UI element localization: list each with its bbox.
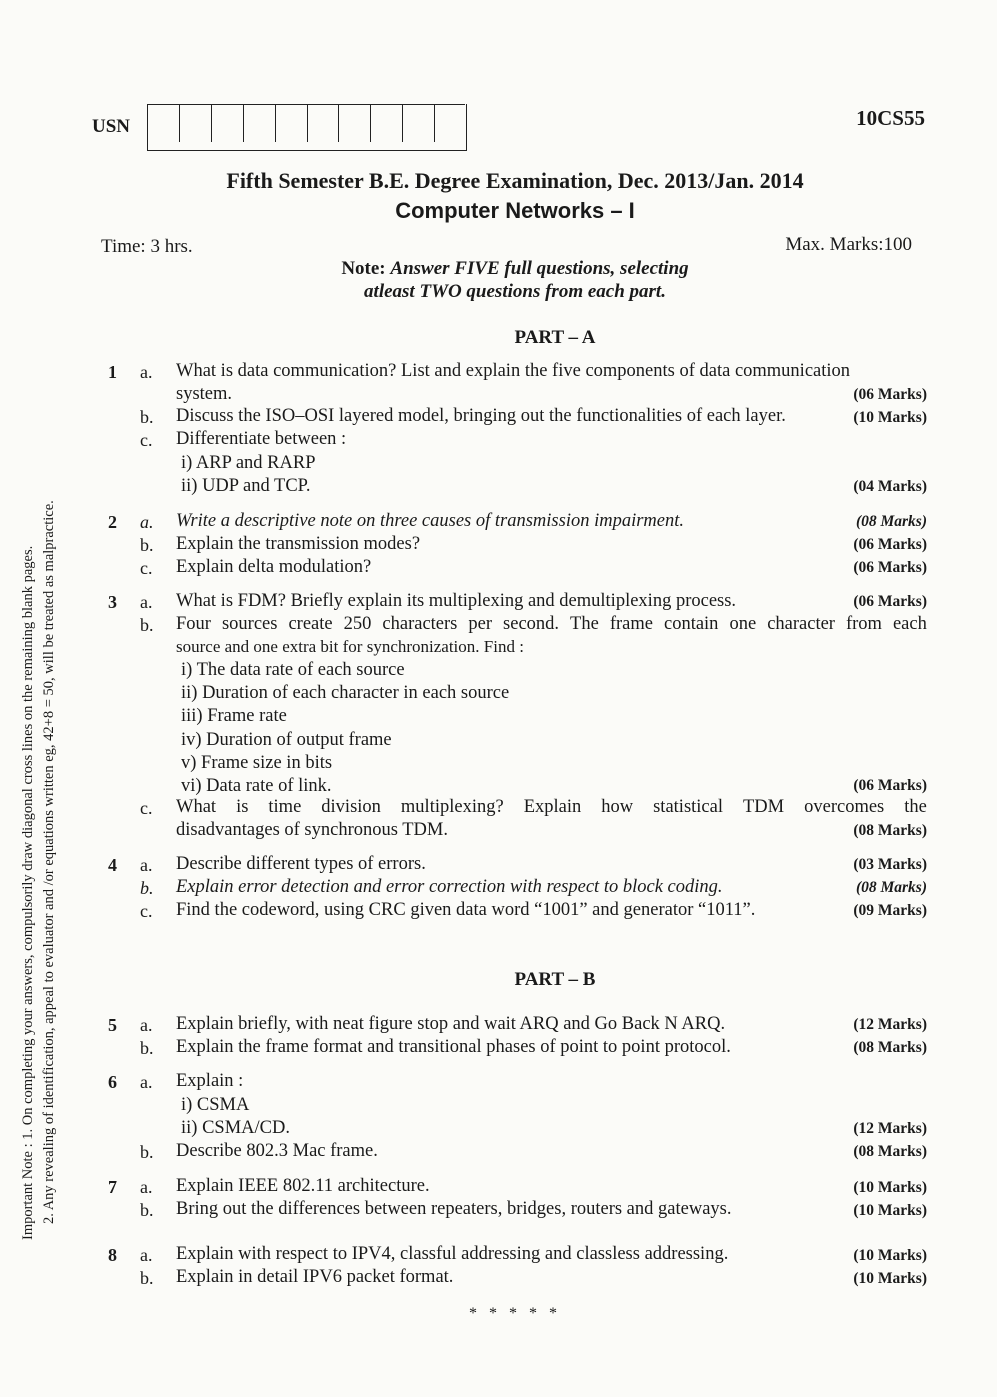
word: create bbox=[288, 614, 333, 634]
word: contain bbox=[663, 614, 719, 634]
part-a-heading: PART – A bbox=[514, 327, 596, 348]
sub-label: a. bbox=[140, 1245, 153, 1265]
question-number: 7 bbox=[108, 1177, 117, 1197]
marks: (12 Marks) bbox=[853, 1120, 927, 1137]
word: 250 bbox=[343, 614, 372, 634]
usn-cell bbox=[180, 104, 212, 142]
word: per bbox=[468, 614, 493, 634]
sub-label: b. bbox=[140, 407, 154, 427]
note-label: Note: bbox=[341, 258, 386, 279]
question-text: Differentiate between : bbox=[176, 429, 347, 449]
usn-label: USN bbox=[92, 116, 131, 137]
marks: (08 Marks) bbox=[853, 822, 927, 839]
marks: (06 Marks) bbox=[853, 559, 927, 576]
marks: (03 Marks) bbox=[853, 856, 927, 873]
list-item: ii) UDP and TCP. bbox=[181, 476, 311, 496]
word: one bbox=[729, 614, 757, 634]
question-number: 5 bbox=[108, 1015, 117, 1035]
word: What bbox=[176, 797, 217, 817]
marks: (10 Marks) bbox=[853, 1202, 927, 1219]
list-item: iv) Duration of output frame bbox=[181, 730, 392, 750]
question-text: Describe 802.3 Mac frame. bbox=[176, 1141, 378, 1161]
marks: (04 Marks) bbox=[853, 478, 927, 495]
sub-label: b. bbox=[140, 1200, 154, 1220]
marks: (09 Marks) bbox=[853, 902, 927, 919]
question-number: 1 bbox=[108, 362, 117, 382]
sub-label: a. bbox=[140, 1177, 153, 1197]
marks: (10 Marks) bbox=[853, 1179, 927, 1196]
time-allowed: Time: 3 hrs. bbox=[101, 236, 193, 257]
sub-label: c. bbox=[140, 430, 153, 450]
word: character bbox=[767, 614, 835, 634]
word: second. bbox=[503, 614, 560, 634]
list-item: v) Frame size in bits bbox=[181, 753, 333, 773]
word: the bbox=[904, 797, 927, 817]
marks: (06 Marks) bbox=[853, 593, 927, 610]
question-text-cont: system. bbox=[176, 384, 233, 404]
question-text-cont: disadvantages of synchronous TDM. bbox=[176, 820, 448, 840]
list-item: i) CSMA bbox=[181, 1095, 250, 1115]
question-text: Explain error detection and error correction with respect to block coding. bbox=[176, 877, 723, 897]
word: is bbox=[236, 797, 249, 817]
question-text bbox=[176, 614, 927, 635]
sub-label: c. bbox=[140, 901, 153, 921]
word: characters bbox=[382, 614, 458, 634]
question-text: What is data communication? List and explain the five components of data communication bbox=[176, 361, 851, 381]
side-note-line-1: Important Note : 1. On completing your answers, compulsorily draw diagonal cross lines on the remaining blank pages. bbox=[20, 545, 36, 1240]
word: Four bbox=[176, 614, 211, 634]
question-text: Explain briefly, with neat figure stop and wait ARQ and Go Back N ARQ. bbox=[176, 1014, 726, 1034]
instructions-note bbox=[0, 257, 997, 303]
usn-cell bbox=[212, 104, 244, 142]
usn-box bbox=[147, 104, 467, 151]
sub-label: b. bbox=[140, 535, 154, 555]
list-item: i) The data rate of each source bbox=[181, 660, 405, 680]
question-text: Explain in detail IPV6 packet format. bbox=[176, 1267, 454, 1287]
question-number: 4 bbox=[108, 855, 117, 875]
question-text: What is FDM? Briefly explain its multiplexing and demultiplexing process. bbox=[176, 591, 737, 611]
word: overcomes bbox=[804, 797, 885, 817]
note-line-2: atleast TWO questions from each part. bbox=[364, 281, 666, 302]
question-text: Explain IEEE 802.11 architecture. bbox=[176, 1176, 430, 1196]
question-text: Explain : bbox=[176, 1071, 244, 1091]
side-important-note bbox=[18, 500, 60, 1240]
question-text: Explain the transmission modes? bbox=[176, 534, 421, 554]
usn-cell bbox=[403, 104, 435, 142]
word: from bbox=[845, 614, 882, 634]
subject-title: Computer Networks – I bbox=[395, 198, 635, 223]
sub-label: b. bbox=[140, 1268, 154, 1288]
usn-cell bbox=[371, 104, 403, 142]
note-line-1: Answer FIVE full questions, selecting bbox=[390, 258, 689, 279]
question-text: Discuss the ISO–OSI layered model, bringing out the functionalities of each layer. bbox=[176, 406, 786, 426]
question-text: Explain with respect to IPV4, classful addressing and classless addressing. bbox=[176, 1244, 729, 1264]
marks: (10 Marks) bbox=[853, 1247, 927, 1264]
end-marker: * * * * * bbox=[469, 1305, 561, 1322]
question-number: 2 bbox=[108, 512, 117, 532]
marks: (08 Marks) bbox=[855, 879, 927, 896]
sub-label: c. bbox=[140, 798, 153, 818]
word: sources bbox=[221, 614, 278, 634]
marks: (06 Marks) bbox=[853, 386, 927, 403]
marks: (10 Marks) bbox=[853, 409, 927, 426]
sub-label: b. bbox=[140, 1142, 154, 1162]
usn-cell bbox=[339, 104, 371, 142]
question-text: Explain delta modulation? bbox=[176, 557, 372, 577]
usn-cell bbox=[308, 104, 340, 142]
side-note-line-2: 2. Any revealing of identification, appeal to evaluator and /or equations written eg, 42+8 = 50, will be treated as malpractice. bbox=[41, 500, 57, 1224]
word: TDM bbox=[742, 797, 785, 817]
question-text: Explain the frame format and transitional phases of point to point protocol. bbox=[176, 1037, 731, 1057]
usn-cell bbox=[148, 104, 180, 142]
marks: (12 Marks) bbox=[853, 1016, 927, 1033]
question-text: Describe different types of errors. bbox=[176, 854, 426, 874]
part-b-heading: PART – B bbox=[514, 969, 596, 990]
list-item: ii) CSMA/CD. bbox=[181, 1118, 290, 1138]
list-item: iii) Frame rate bbox=[181, 706, 287, 726]
sub-label: a. bbox=[140, 855, 153, 875]
sub-label: b. bbox=[140, 615, 154, 635]
word: each bbox=[892, 614, 927, 634]
question-number: 3 bbox=[108, 592, 117, 612]
word: multiplexing? bbox=[400, 797, 504, 817]
sub-label: a. bbox=[140, 512, 154, 532]
marks: (08 Marks) bbox=[855, 513, 927, 530]
exam-title: Fifth Semester B.E. Degree Examination, Dec. 2013/Jan. 2014 bbox=[226, 168, 804, 193]
word: division bbox=[321, 797, 381, 817]
sub-label: a. bbox=[140, 1015, 153, 1035]
sub-label: a. bbox=[140, 1072, 153, 1092]
word: Explain bbox=[523, 797, 582, 817]
question-text: Bring out the differences between repeaters, bridges, routers and gateways. bbox=[176, 1199, 732, 1219]
list-item: vi) Data rate of link. bbox=[181, 776, 332, 796]
subject-code: 10CS55 bbox=[856, 106, 925, 130]
marks: (06 Marks) bbox=[853, 536, 927, 553]
question-text-cont: source and one extra bit for synchronization. Find : bbox=[176, 637, 524, 656]
word: how bbox=[601, 797, 634, 817]
question-text: Write a descriptive note on three causes of transmission impairment. bbox=[176, 511, 685, 531]
list-item: ii) Duration of each character in each source bbox=[181, 683, 510, 703]
question-text bbox=[176, 797, 927, 818]
marks: (08 Marks) bbox=[853, 1143, 927, 1160]
sub-label: b. bbox=[140, 1038, 154, 1058]
marks: (08 Marks) bbox=[853, 1039, 927, 1056]
word: The bbox=[570, 614, 599, 634]
question-number: 8 bbox=[108, 1245, 117, 1265]
marks: (06 Marks) bbox=[853, 777, 927, 794]
usn-cell bbox=[244, 104, 276, 142]
word: statistical bbox=[653, 797, 723, 817]
word: frame bbox=[609, 614, 653, 634]
sub-label: a. bbox=[140, 362, 153, 382]
question-number: 6 bbox=[108, 1072, 117, 1092]
word: time bbox=[268, 797, 302, 817]
max-marks: Max. Marks:100 bbox=[785, 234, 912, 255]
question-text: Find the codeword, using CRC given data word “1001” and generator “1011”. bbox=[176, 900, 756, 920]
marks: (10 Marks) bbox=[853, 1270, 927, 1287]
usn-cell bbox=[435, 104, 466, 142]
usn-cell bbox=[276, 104, 308, 142]
list-item: i) ARP and RARP bbox=[181, 453, 316, 473]
sub-label: a. bbox=[140, 592, 153, 612]
sub-label: b. bbox=[140, 878, 154, 898]
sub-label: c. bbox=[140, 558, 153, 578]
